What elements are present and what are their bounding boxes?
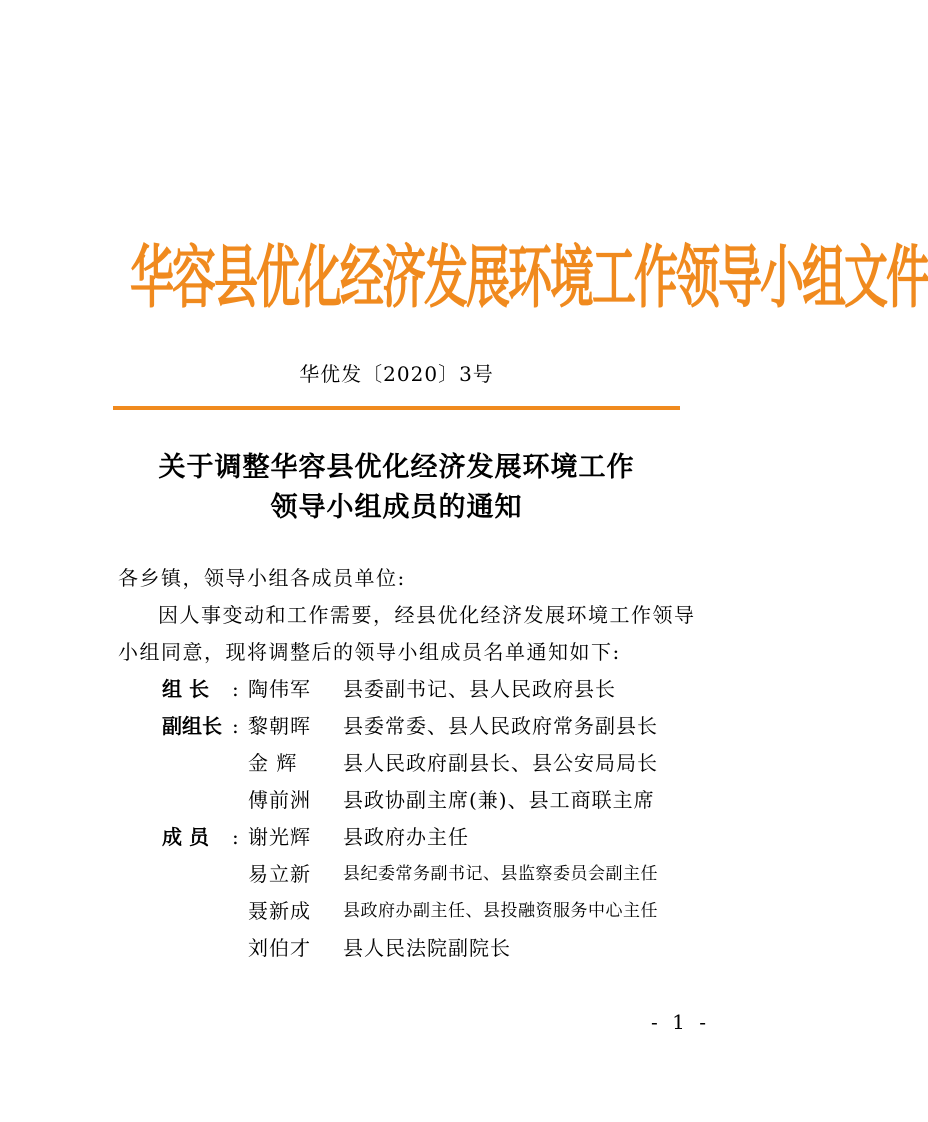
roster-row [0,856,793,893]
roster-name: 易立新 [248,862,311,886]
roster-position: 县纪委常务副书记、县监察委员会副主任 [343,864,658,884]
notice-title-line-2: 领导小组成员的通知 [270,492,523,523]
roster-position: 县政府办副主任、县投融资服务中心主任 [343,901,658,921]
roster-name: 金 辉 [248,751,298,775]
roster-row [0,708,793,745]
roster-row [0,893,793,930]
header-divider [113,406,680,410]
roster-colon: : [232,825,239,849]
roster-row [0,671,793,708]
roster-row [0,782,793,819]
roster-name: 谢光辉 [248,825,311,849]
roster-position: 县政协副主席(兼)、县工商联主席 [343,788,655,812]
roster-position: 县委副书记、县人民政府县长 [343,677,616,701]
notice-body [118,560,698,671]
document-number: 华优发〔2020〕3号 [299,362,494,386]
roster-role: 组 长 [162,677,209,701]
salutation: 各乡镇，领导小组各成员单位: [118,566,406,590]
roster-position: 县政府办主任 [343,825,469,849]
roster-name: 黎朝晖 [248,714,311,738]
roster-row [0,819,793,856]
roster-name: 陶伟军 [248,677,311,701]
roster-colon: : [232,677,239,701]
page-number: - 1 - [651,1010,710,1034]
roster-colon: : [232,714,239,738]
notice-title-line-1: 关于调整华容县优化经济发展环境工作 [158,452,635,483]
notice-title [0,448,793,528]
roster-name: 刘伯才 [248,936,311,960]
masthead-title: 华容县优化经济发展环境工作领导小组文件 [130,239,928,319]
roster-role: 副组长 [162,714,222,738]
body-paragraph: 因人事变动和工作需要，经县优化经济发展环境工作领导小组同意，现将调整后的领导小组成员名单通知如下: [118,603,696,664]
roster-row [0,930,793,967]
roster-position: 县人民法院副院长 [343,936,511,960]
roster-row [0,745,793,782]
roster-name: 傅前洲 [248,788,311,812]
roster-name: 聂新成 [248,899,311,923]
roster-role: 成 员 [162,825,209,849]
roster-position: 县委常委、县人民政府常务副县长 [343,714,658,738]
roster-position: 县人民政府副县长、县公安局局长 [343,751,658,775]
